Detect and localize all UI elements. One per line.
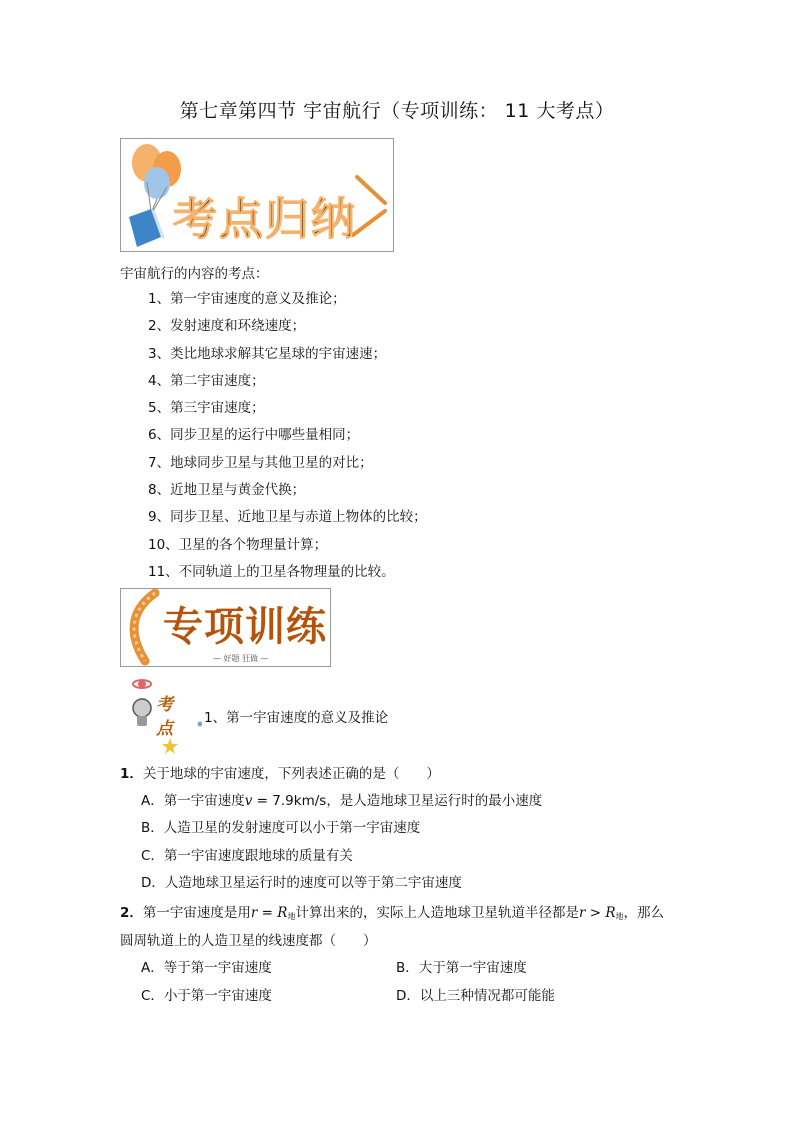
- kaodian-list: [148, 286, 427, 586]
- banner2-subtext: — 好题 狂做 —: [213, 654, 269, 663]
- list-item: 9、同步卫星、近地卫星与赤道上物体的比较；: [148, 509, 427, 526]
- question-1-option-a: A．第一宇宙速度v = 7.9km/s，是人造地球卫星运行时的最小速度: [141, 793, 543, 809]
- list-item: 6、同步卫星的运行中哪些量相同；: [148, 427, 360, 444]
- page-title: 第七章第四节 宇宙航行（专项训练： 11 大考点）: [179, 100, 615, 122]
- list-item: 1、第一宇宙速度的意义及推论；: [148, 291, 346, 307]
- list-item: 10、卫星的各个物理量计算；: [148, 536, 328, 553]
- banner1-text: 考点归纳: [173, 194, 357, 245]
- kaodian-icon-text-2: 点: [156, 719, 173, 739]
- intro-text: 宇宙航行的内容的考点：: [120, 266, 269, 282]
- question-1-stem: 1．关于地球的宇宙速度，下列表述正确的是（ ）: [120, 766, 440, 782]
- question-2-option-b: B．大于第一宇宙速度: [396, 960, 527, 976]
- list-item: 7、地球同步卫星与其他卫星的对比；: [148, 454, 373, 471]
- question-1-option-d: D．人造地球卫星运行时的速度可以等于第二宇宙速度: [141, 875, 462, 891]
- question-1-option-c: C．第一宇宙速度跟地球的质量有关: [141, 848, 353, 864]
- question-2-stem: 2．第一宇宙速度是用$r = R_地$计算出来的，实际上人造地球卫星轨道半径都是$r > R_地$，那么: [120, 905, 664, 921]
- kaodian-guina-banner: [120, 138, 394, 252]
- question-2-option-c: C．小于第一宇宙速度: [141, 988, 272, 1004]
- banner2-text: 专项训练: [163, 604, 327, 650]
- question-number: 2．: [120, 905, 143, 921]
- question-2-option-d: D．以上三种情况都可能能: [396, 988, 555, 1004]
- kaodian-icon-text-1: 考: [156, 695, 173, 715]
- list-item: 3、类比地球求解其它星球的宇宙速速；: [148, 345, 387, 362]
- question-1-option-b: B．人造卫星的发射速度可以小于第一宇宙速度: [141, 820, 421, 836]
- kaodian-icon: [124, 672, 202, 754]
- list-item: 8、近地卫星与黄金代换；: [148, 482, 306, 499]
- list-item: 4、第二宇宙速度；: [148, 372, 265, 389]
- question-number: 1．: [120, 766, 143, 782]
- section-title: 1、第一宇宙速度的意义及推论: [204, 710, 389, 726]
- list-item: 2、发射速度和环绕速度；: [148, 318, 306, 335]
- list-item: 5、第三宇宙速度；: [148, 400, 265, 417]
- question-2-option-a: A．等于第一宇宙速度: [141, 960, 272, 976]
- zhuanxiang-xunlian-banner: [120, 588, 331, 667]
- list-item: 11、不同轨道上的卫星各物理量的比较。: [148, 563, 395, 580]
- question-2-stem-line2: 圆周轨道上的人造卫星的线速度都（ ）: [120, 933, 377, 949]
